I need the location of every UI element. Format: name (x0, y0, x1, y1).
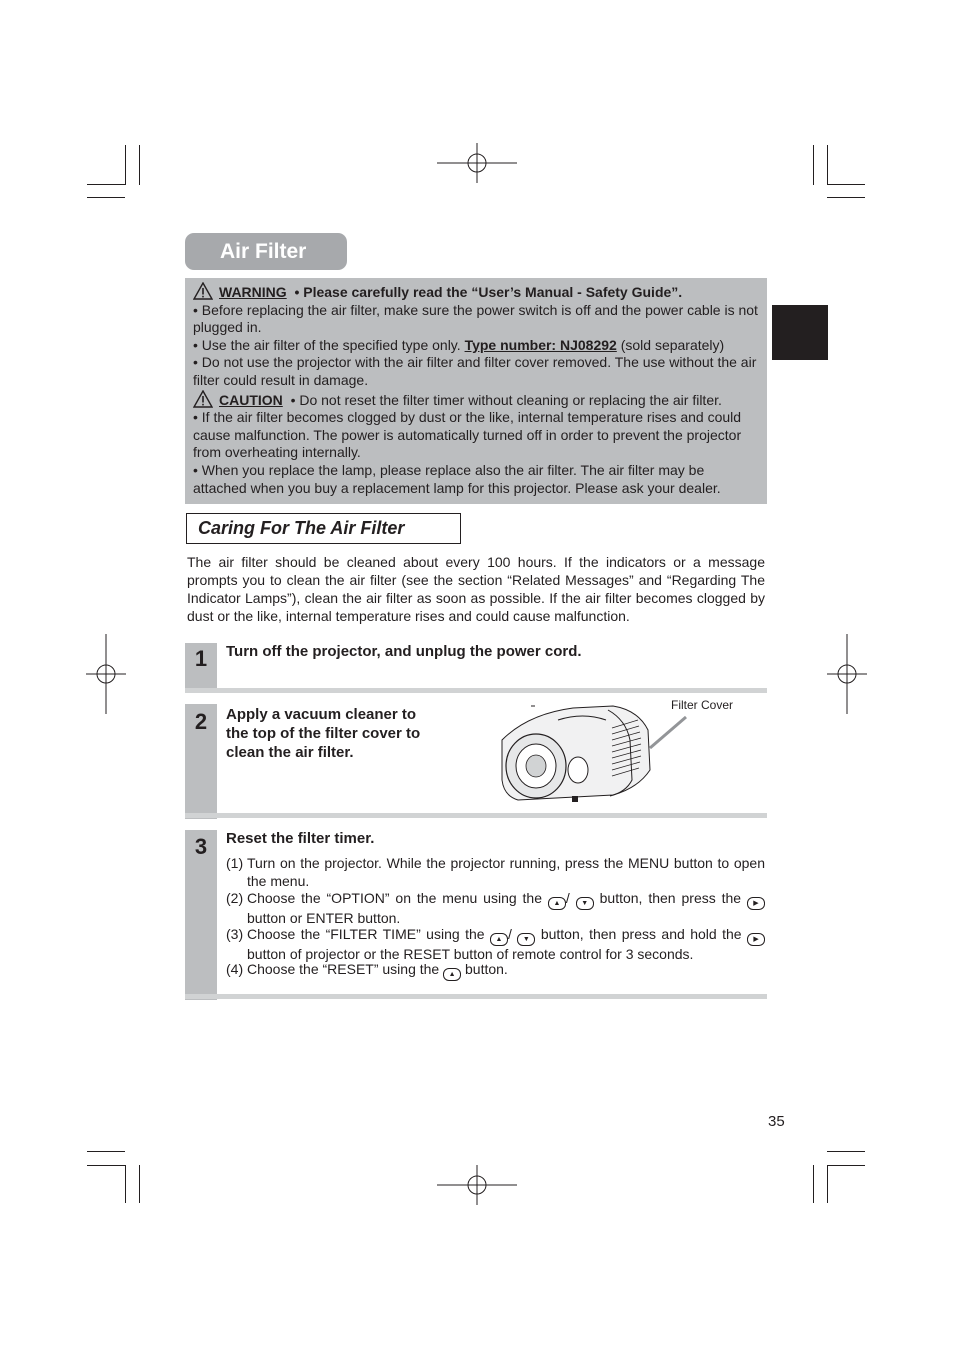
page-title: Air Filter (185, 233, 347, 270)
substep-number: (1) (226, 855, 244, 871)
substep-text: Turn on the projector. While the projector running, press the MENU button to open the menu. (247, 855, 765, 889)
step-heading-line: Apply a vacuum cleaner to (226, 706, 417, 723)
caution-lead: • Do not reset the filter timer without cleaning or replacing the air filter. (290, 391, 722, 408)
slash: / (508, 926, 512, 942)
crop-mark (827, 197, 865, 198)
substep-text-part: Choose the “FILTER TIME” using the (247, 926, 485, 942)
crop-mark (87, 197, 125, 198)
crop-mark (87, 184, 125, 185)
step-heading: Turn off the projector, and unplug the power cord. (226, 643, 582, 660)
down-button-icon: ▼ (576, 897, 594, 910)
substep-text-part: button. (465, 961, 508, 977)
down-button-icon: ▼ (517, 933, 535, 946)
caution-triangle-icon (193, 390, 213, 408)
bullet-text: (sold separately) (620, 336, 725, 353)
substep-number: (2) (226, 890, 244, 906)
substep (226, 890, 765, 928)
step-divider (185, 813, 767, 818)
step-number: 3 (194, 834, 208, 859)
warning-line (193, 282, 759, 302)
crop-mark (813, 1165, 814, 1203)
up-button-icon: ▲ (490, 933, 508, 946)
substep-text (226, 890, 765, 928)
figure-label: Filter Cover (671, 698, 734, 712)
crop-mark (125, 1165, 126, 1203)
crop-mark (139, 1165, 140, 1203)
substep-number: (3) (226, 926, 244, 942)
warning-box (185, 278, 767, 504)
step-divider (185, 688, 767, 693)
step-heading: Reset the filter timer. (226, 830, 375, 847)
warning-triangle-icon (193, 282, 213, 300)
substep-text-part: Choose the “OPTION” on the menu using the (247, 890, 543, 906)
crop-mark (87, 1151, 125, 1152)
registration-mark-right (827, 634, 867, 714)
warning-bullet: • Do not use the projector with the air filter and filter cover removed. The use without the air filter could result in damage. (193, 354, 757, 388)
type-number: Type number: NJ08292 (464, 336, 617, 353)
caution-label: CAUTION (219, 391, 283, 408)
crop-mark (827, 184, 865, 185)
substep-text (226, 926, 765, 964)
crop-mark (827, 1151, 865, 1152)
step-heading-line: clean the air filter. (226, 744, 354, 761)
substep-text-part: button of projector or the RESET button of remote control for 3 seconds. (247, 946, 694, 962)
caution-bullet: • When you replace the lamp, please replace also the air filter. The air filter may be attached when you buy a replacement lamp for this projector. Please ask your dealer. (193, 461, 721, 496)
crop-mark (827, 1165, 865, 1166)
substep-text (226, 961, 765, 981)
substep-text-part: button, then press the (599, 890, 742, 906)
section-title: Caring For The Air Filter (186, 513, 461, 544)
registration-mark-left (86, 634, 126, 714)
substep (226, 961, 765, 981)
crop-mark (827, 145, 828, 185)
step-number: 2 (194, 709, 208, 734)
crop-mark (813, 145, 814, 185)
bullet-text: • Use the air filter of the specified type only. (193, 336, 461, 353)
substep-text-part: button or ENTER button. (247, 910, 401, 926)
step-divider (185, 994, 767, 999)
step-heading (226, 705, 420, 762)
warning-bullet (193, 337, 759, 355)
warning-lead: • Please carefully read the “User’s Manual - Safety Guide”. (294, 284, 683, 300)
crop-mark (827, 1165, 828, 1203)
projector-illustration (498, 700, 743, 808)
substep (226, 855, 765, 890)
substep (226, 926, 765, 964)
crop-mark (87, 1165, 125, 1166)
caution-line (193, 390, 759, 410)
registration-mark-top (437, 143, 517, 183)
up-button-icon: ▲ (443, 968, 461, 981)
step-number: 1 (194, 646, 208, 671)
right-button-icon: ▶ (747, 933, 765, 946)
substep-number: (4) (226, 961, 244, 977)
step-heading-line: the top of the filter cover to (226, 725, 421, 742)
warning-bullet: • Before replacing the air filter, make sure the power switch is off and the power cable is not plugged in. (193, 301, 758, 336)
caution-bullet: • If the air filter becomes clogged by dust or the like, internal temperature rises and could cause malfunction. The power is automatically turned off in order to prevent the projector from overheating internally. (193, 409, 742, 461)
crop-mark (125, 145, 126, 185)
warning-label: WARNING (219, 284, 287, 300)
right-button-icon: ▶ (747, 897, 765, 910)
intro-paragraph: The air filter should be cleaned about every 100 hours. If the indicators or a message prompts you to clean the air filter (see the section “Related Messages” and “Regarding The Indicator Lamps”), clean the air filter as soon as possible. If the air filter becomes clogged by dust or the like, internal temperature rises and could cause malfunction. (187, 554, 765, 624)
slash: / (565, 890, 570, 906)
up-button-icon: ▲ (548, 897, 566, 910)
substep-text-part: Choose the “RESET” using the (247, 961, 440, 977)
page-number: 35 (768, 1113, 785, 1130)
registration-mark-bottom (437, 1165, 517, 1205)
crop-mark (139, 145, 140, 185)
chapter-tab (772, 305, 828, 360)
substep-text-part: button, then press and hold the (540, 926, 742, 942)
